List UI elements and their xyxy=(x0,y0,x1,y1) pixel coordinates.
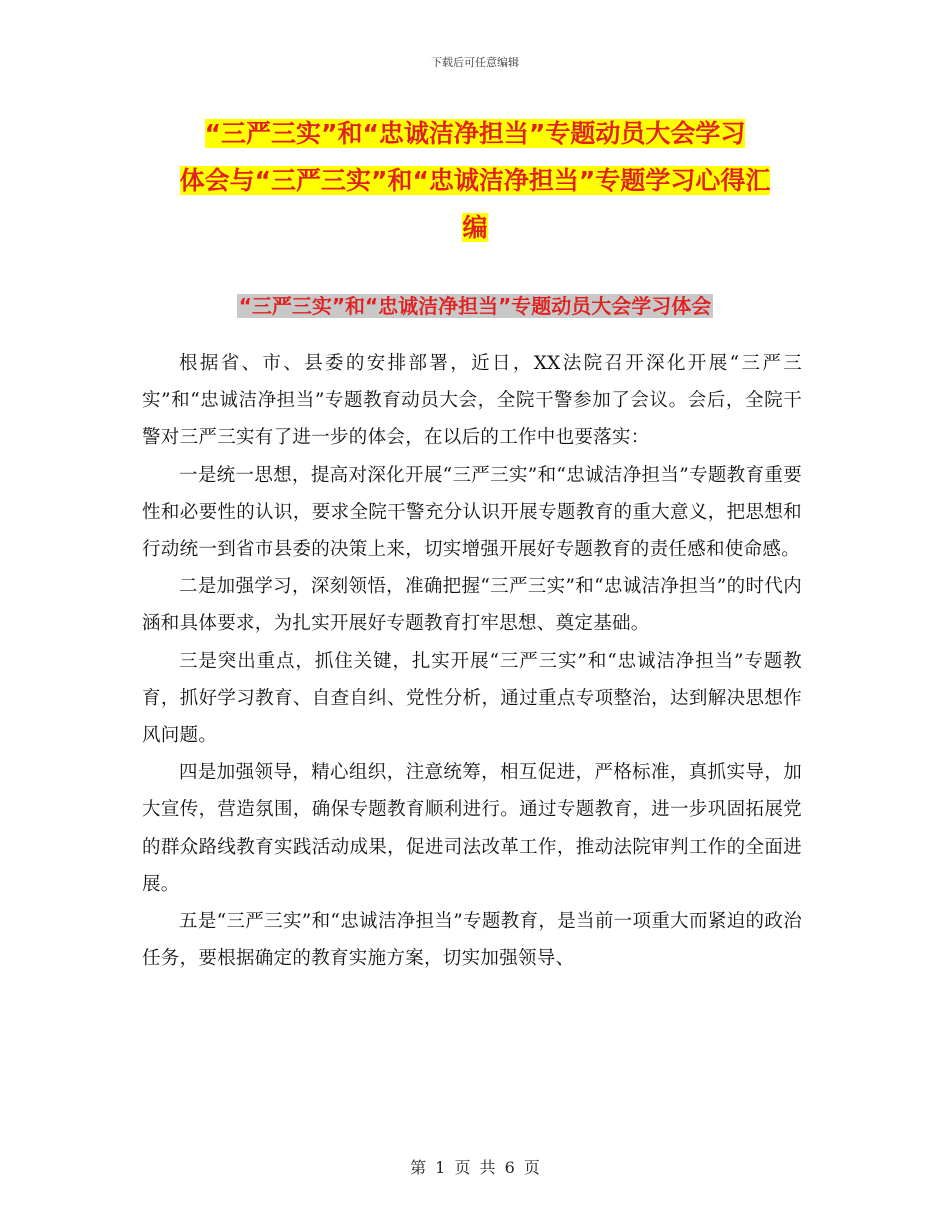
section-heading xyxy=(0,290,950,322)
page-header: 下载后可任意编辑 xyxy=(431,56,519,69)
title-line-3: 编 xyxy=(462,213,488,242)
document-title xyxy=(130,110,820,251)
document-body xyxy=(142,345,802,977)
paragraph: 根据省、市、县委的安排部署，近日，XX法院召开深化开展“三严三实”和“忠诚洁净担当”专题教育动员大会，全院干警参加了会议。会后，全院干警对三严三实有了进一步的体会，在以后的工作中也要落实： xyxy=(142,353,802,449)
paragraph: 四是加强领导，精心组织，注意统筹，相互促进，严格标准，真抓实导，加大宣传，营造氛围，确保专题教育顺利进行。通过专题教育，进一步巩固拓展党的群众路线教育实践活动成果，促进司法改革工作，推动法院审判工作的全面进展。 xyxy=(142,762,802,895)
title-line-2: 体会与“三严三实”和“忠诚洁净担当”专题学习心得汇 xyxy=(179,166,771,195)
paragraph: 三是突出重点，抓住关键，扎实开展“三严三实”和“忠诚洁净担当”专题教育，抓好学习教育、自查自纠、党性分析，通过重点专项整治，达到解决思想作风问题。 xyxy=(142,650,802,747)
section-heading-text: “三严三实”和“忠诚洁净担当”专题动员大会学习体会 xyxy=(238,294,712,318)
page-footer: 第 1 页 共 6 页 xyxy=(410,1158,540,1177)
title-line-1: “三严三实”和“忠诚洁净担当”专题动员大会学习 xyxy=(204,119,746,148)
paragraph: 一是统一思想，提高对深化开展“三严三实”和“忠诚洁净担当”专题教育重要性和必要性的认识，要求全院干警充分认识开展专题教育的重大意义，把思想和行动统一到省市县委的决策上来，切实增强开展好专题教育的责任感和使命感。 xyxy=(142,464,802,561)
paragraph: 二是加强学习，深刻领悟，准确把握“三严三实”和“忠诚洁净担当”的时代内涵和具体要求，为扎实开展好专题教育打牢思想、奠定基础。 xyxy=(142,576,802,635)
paragraph: 五是“三严三实”和“忠诚洁净担当”专题教育，是当前一项重大而紧迫的政治任务，要根据确定的教育实施方案，切实加强领导、 xyxy=(142,911,802,970)
